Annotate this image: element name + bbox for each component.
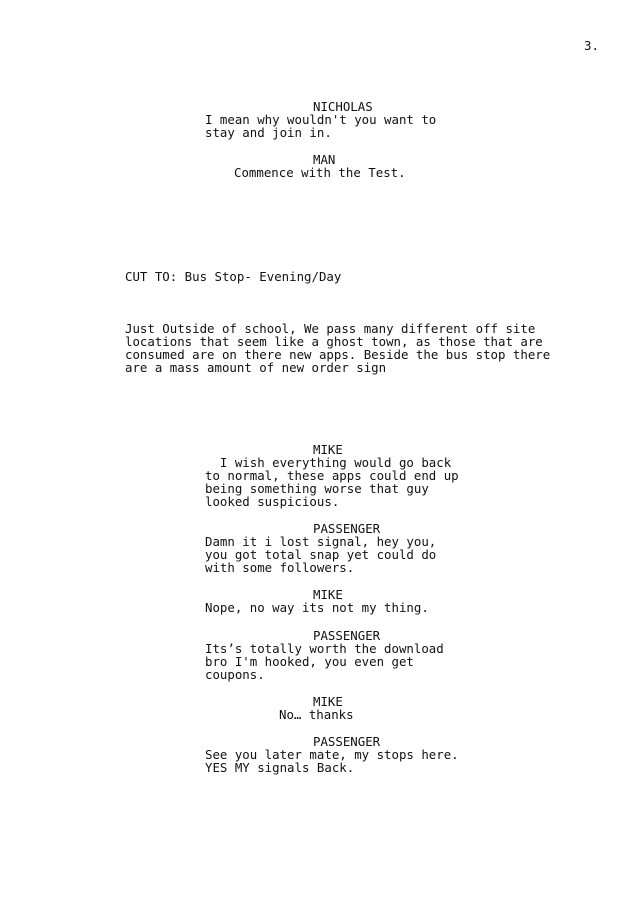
character-mike: MIKE [313,442,343,457]
character-passenger: PASSENGER [313,521,381,536]
dialogue-passenger [205,535,436,574]
character-passenger: PASSENGER [313,628,381,643]
dialogue-line: I wish everything would go back [205,455,452,470]
dialogue-passenger [205,748,459,774]
character-passenger: PASSENGER [313,734,381,749]
dialogue-line: Its’s totally worth the download [205,641,444,656]
character-mike: MIKE [313,694,343,709]
dialogue-line: bro I'm hooked, you even get [205,654,414,669]
dialogue-line: I mean why wouldn't you want to [205,112,437,127]
action-line: locations that seem like a ghost town, as those that are [125,334,543,349]
action-line: are a mass amount of new order sign [125,360,387,375]
action-paragraph [125,322,550,374]
character-nicholas: NICHOLAS [313,99,373,114]
scene-transition: CUT TO: Bus Stop- Evening/Day [125,269,342,284]
dialogue-line: being something worse that guy [205,481,429,496]
dialogue-line: with some followers. [205,560,355,575]
dialogue-line: coupons. [205,667,265,682]
dialogue-line: YES MY signals Back. [205,760,355,775]
page-number: 3. [584,38,599,53]
action-line: consumed are on there new apps. Beside the bus stop there [125,347,551,362]
dialogue-line: See you later mate, my stops here. [205,747,459,762]
dialogue-line: you got total snap yet could do [205,547,437,562]
dialogue-mike: Nope, no way its not my thing. [205,600,429,615]
character-mike: MIKE [313,587,343,602]
dialogue-mike: No… thanks [279,707,354,722]
dialogue-passenger [205,642,444,681]
dialogue-nicholas [205,113,436,139]
character-man: MAN [313,152,336,167]
dialogue-line: looked suspicious. [205,494,340,509]
dialogue-mike [205,456,459,508]
dialogue-line: stay and join in. [205,125,332,140]
dialogue-line: to normal, these apps could end up [205,468,459,483]
action-line: Just Outside of school, We pass many different off site [125,321,536,336]
dialogue-line: Damn it i lost signal, hey you, [205,534,437,549]
dialogue-man: Commence with the Test. [234,165,406,180]
